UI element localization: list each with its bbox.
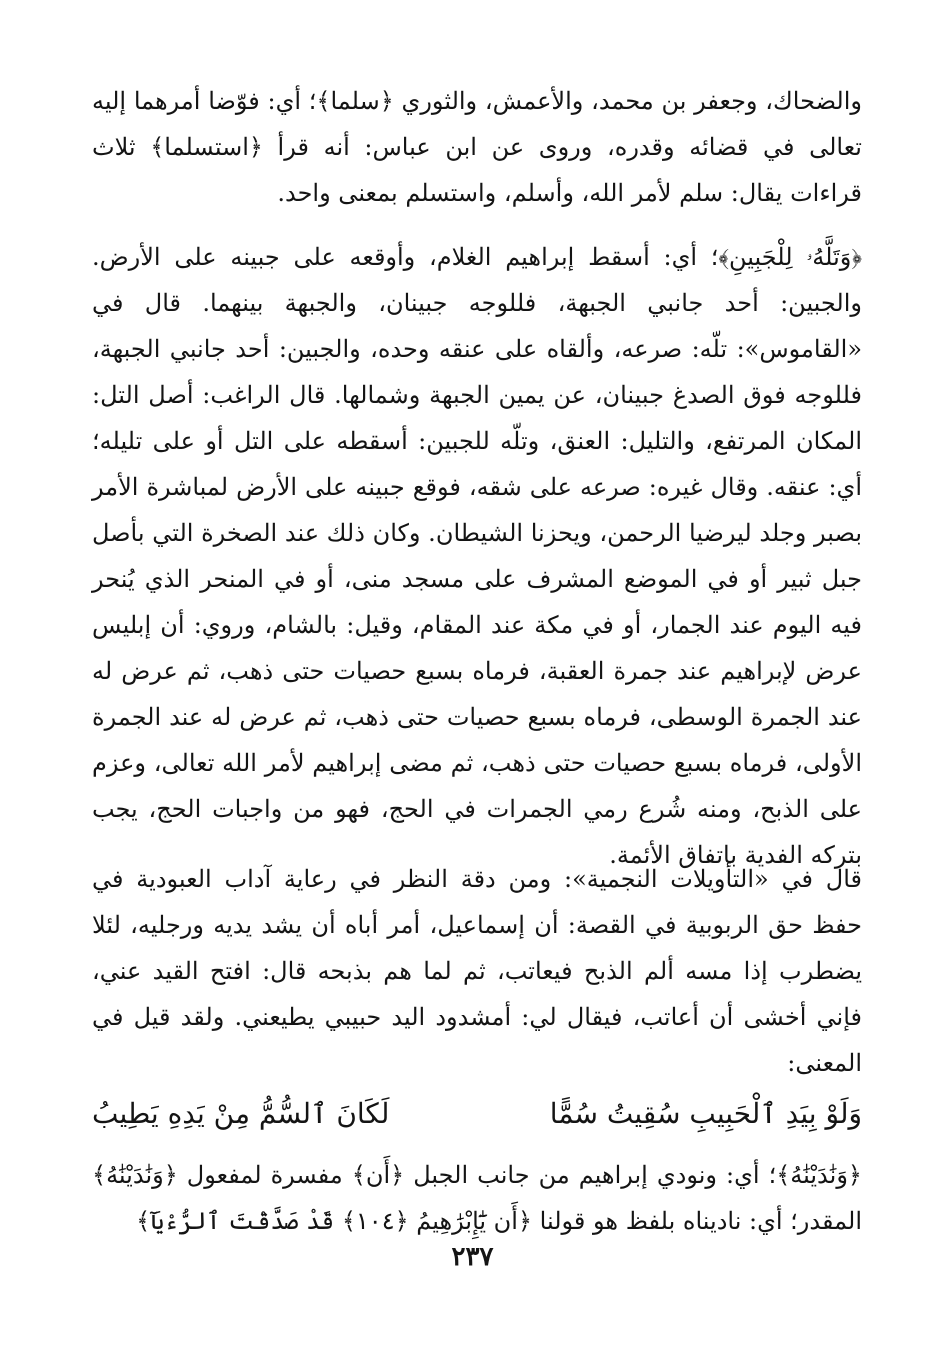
page-number: ٢٣٧: [451, 1242, 494, 1272]
paragraph-2: ﴿وَتَلَّهُۥ لِلْجَبِينِ﴾؛ أي: أسقط إبراهيم الغلام، وأوقعه على جبينه على الأرض. والجبين: أحد جانبي الجبهة، فللوجه جبينان، والجبهة بينهما. قال في «القاموس»: تلّه: صرعه، وألقاه على عنقه وحده، والجبين: أحد جانبي الجبهة، فللوجه فوق الصدغ جبينان، عن يمين الجبهة وشمالها. قال الراغب: أصل التل: المكان المرتفع، والتليل: العنق، وتلّه للجبين: أسقطه على التل أو على تليله؛ أي: عنقه. وقال غيره: صرعه على شقه، فوقع جبينه على الأرض لمباشرة الأمر بصبر وجلد ليرضيا الرحمن، ويحزنا الشيطان. وكان ذلك عند الصخرة التي بأصل جبل ثبير أو في الموضع المشرف على مسجد منى، أو في المنحر الذي يُنحر فيه اليوم عند الجمار، أو في مكة عند المقام، وقيل: بالشام، وروي: أن إبليس عرض لإبراهيم عند جمرة العقبة، فرماه بسبع حصيات حتى ذهب، ثم عرض له عند الجمرة الوسطى، فرماه بسبع حصيات حتى ذهب، ثم عرض له عند الجمرة الأولى، فرماه بسبع حصيات حتى ذهب، ثم مضى إبراهيم لأمر الله تعالى، وعزم على الذبح، ومنه شُرع رمي الجمرات في الحج، فهو من واجبات الحج، يجب بتركه الفدية باتفاق الأئمة.: [92, 243, 863, 869]
paragraph-1: والضحاك، وجعفر بن محمد، والأعمش، والثوري ﴿سلما﴾؛ أي: فوّضا أمرهما إليه تعالى في قضائه وقدره، وروى عن ابن عباس: أنه قرأ ﴿استسلما﴾ ثلاث قراءات يقال: سلم لأمر الله، وأسلم، واستسلم بمعنى واحد.: [92, 87, 862, 207]
paragraph-3: قال في «التأويلات النجمية»: ومن دقة النظر في رعاية آداب العبودية في حفظ حق الربوبية في القصة: أن إسماعيل، أمر أباه أن يشد يديه ورجليه، لئلا يضطرب إذا مسه ألم الذبح فيعاتب، ثم لما هم بذبحه قال: افتح القيد عني، فإني أخشى أن أعاتب، فيقال لي: أمشدود اليد حبيبي يطيعني. ولقد قيل في المعنى:: [92, 865, 863, 1077]
poem-verse: [92, 1090, 862, 1138]
poem-hemistich-second: لَكَانَ ٱلسُّمُّ مِنْ يَدِهِ يَطِيبُ: [92, 1097, 390, 1130]
paragraph-4: ﴿وَنَٰدَيْنَٰهُ﴾؛ أي: ونودي إبراهيم من جانب الجبل ﴿أَن﴾ مفسرة لمفعول ﴿وَنَٰدَيْنَٰهُ﴾ المقدر؛ أي: ناديناه بلفظ هو قولنا ﴿أَن يَٰٓإِبْرَٰهِيمُ ﴿١٠٤﴾ قَدْ صَدَّقْتَ ٱلرُّءْيَآ﴾: [92, 1161, 862, 1235]
poem-hemistich-first: وَلَوْ بِيَدِ ٱلْحَبِيبِ سُقِيتُ سُمًّا: [549, 1097, 862, 1130]
